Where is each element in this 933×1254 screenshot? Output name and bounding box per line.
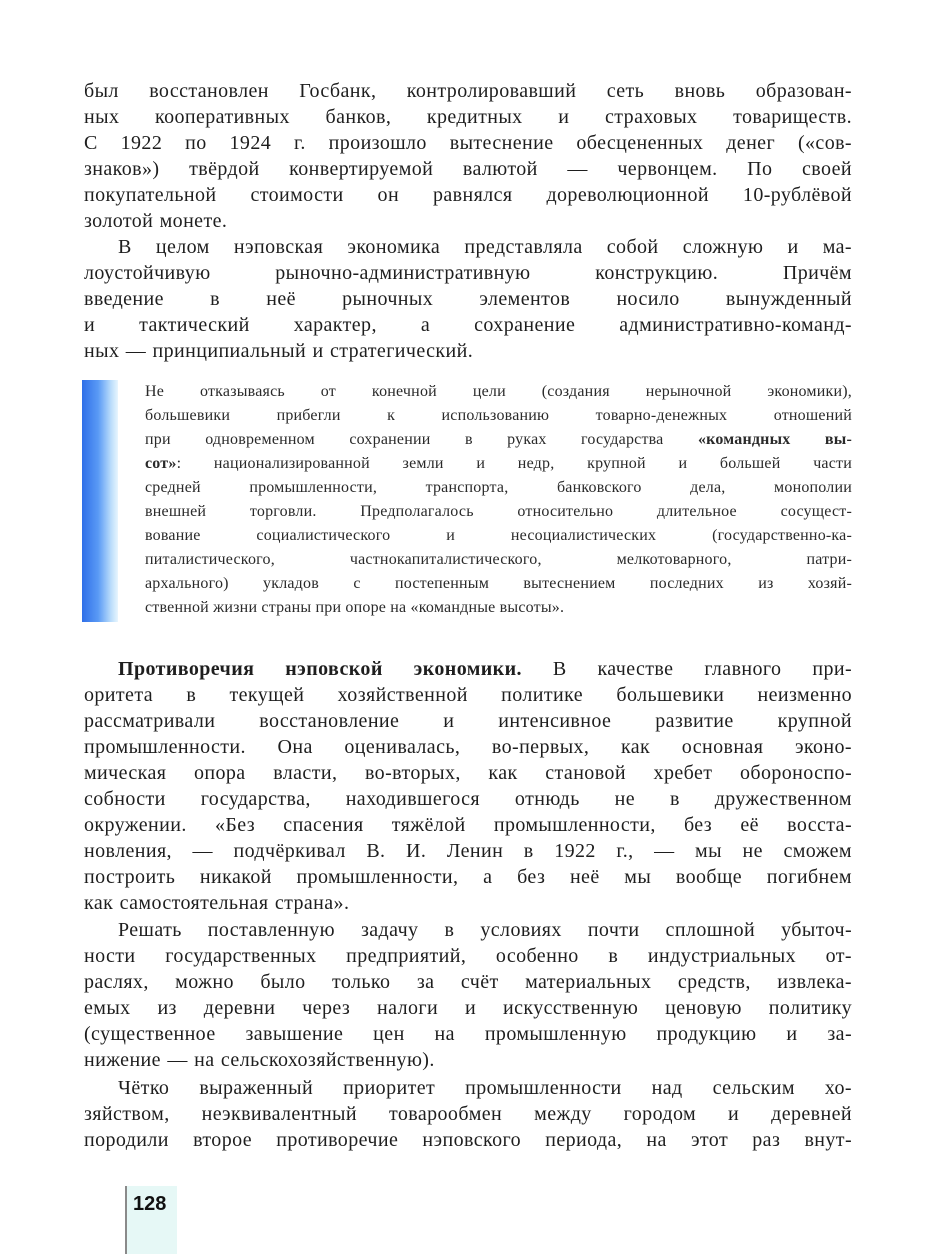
text-line: и тактический характер, а сохранение административно-команд- — [84, 314, 852, 336]
text-line: емых из деревни через налоги и искусственную ценовую политику — [84, 997, 852, 1019]
box-line: архального) укладов с постепенным вытеснением последних из хозяй- — [145, 575, 852, 592]
text-line: собности государства, находившегося отнюдь не в дружественном — [84, 788, 852, 810]
text-line: ных кооперативных банков, кредитных и страховых товариществ. — [84, 106, 852, 128]
box-line: средней промышленности, транспорта, банковского дела, монополии — [145, 479, 852, 496]
blue-margin-bar — [82, 380, 118, 622]
text-line: Решать поставленную задачу в условиях почти сплошной убыточ- — [118, 919, 852, 941]
box-line — [145, 452, 852, 476]
text-line: С 1922 по 1924 г. произошло вытеснение обесцененных денег («сов- — [84, 132, 852, 154]
text-line: введение в неё рыночных элементов носило вынужденный — [84, 288, 852, 310]
text: : национализированной земли и недр, крупной и большей части — [176, 455, 852, 472]
text-line: промышленности. Она оценивалась, во-первых, как основная эконо- — [84, 736, 852, 758]
text: В качестве главного при- — [521, 658, 853, 680]
text-line: лоустойчивую рыночно-административную конструкцию. Причём — [84, 262, 852, 284]
box-line: большевики прибегли к использованию товарно-денежных отношений — [145, 407, 852, 424]
text-line: раслях, можно было только за счёт материальных средств, извлека- — [84, 971, 852, 993]
text-line: построить никакой промышленности, а без неё мы вообще погибнем — [84, 866, 852, 888]
text-line — [118, 656, 852, 682]
text-line: В целом нэповская экономика представляла собой сложную и ма- — [118, 236, 852, 258]
text-line: нижение — на сельскохозяйственную). — [84, 1049, 435, 1071]
text-line: ных — принципиальный и стратегический. — [84, 340, 474, 362]
box-line: ственной жизни страны при опоре на «командные высоты». — [145, 599, 565, 616]
box-line: питалистического, частнокапиталистического, мелкотоварного, патри- — [145, 551, 852, 568]
text-line: зяйством, неэквивалентный товарообмен между городом и деревней — [84, 1103, 852, 1125]
text-line: был восстановлен Госбанк, контролировавший сеть вновь образован- — [84, 80, 852, 102]
bold-term: «командных вы- — [697, 431, 852, 448]
section-heading: Противоречия нэповской экономики. — [118, 658, 522, 680]
text-line: золотой монете. — [84, 210, 228, 232]
box-line: вование социалистического и несоциалистических (государственно-ка- — [145, 527, 852, 544]
text-line: знаков») твёрдой конвертируемой валютой — червонцем. По своей — [84, 158, 852, 180]
text-line: оритета в текущей хозяйственной политике большевики неизменно — [84, 684, 852, 706]
text-line: (существенное завышение цен на промышленную продукцию и за- — [84, 1023, 852, 1045]
page-number: 128 — [133, 1193, 167, 1215]
text-line: породили второе противоречие нэповского периода, на этот раз внут- — [84, 1129, 852, 1151]
text-line: Чётко выраженный приоритет промышленности над сельским хо- — [118, 1077, 852, 1099]
text-line: мическая опора власти, во-вторых, как становой хребет обороноспо- — [84, 762, 852, 784]
text-line: ности государственных предприятий, особенно в индустриальных от- — [84, 945, 852, 967]
text-line: рассматривали восстановление и интенсивное развитие крупной — [84, 710, 852, 732]
text: при одновременном сохранении в руках государства — [145, 431, 698, 448]
text-line: окружении. «Без спасения тяжёлой промышленности, без её восста- — [84, 814, 852, 836]
text-line: как самостоятельная страна». — [84, 892, 350, 914]
box-line — [145, 428, 852, 452]
box-line: Не отказываясь от конечной цели (создания нерыночной экономики), — [145, 383, 852, 400]
box-line: внешней торговли. Предполагалось относительно длительное сосущест- — [145, 503, 852, 520]
text-line: новления, — подчёркивал В. И. Ленин в 1922 г., — мы не сможем — [84, 840, 852, 862]
bold-term: сот» — [145, 455, 177, 472]
text-line: покупательной стоимости он равнялся дореволюционной 10-рублёвой — [84, 184, 852, 206]
